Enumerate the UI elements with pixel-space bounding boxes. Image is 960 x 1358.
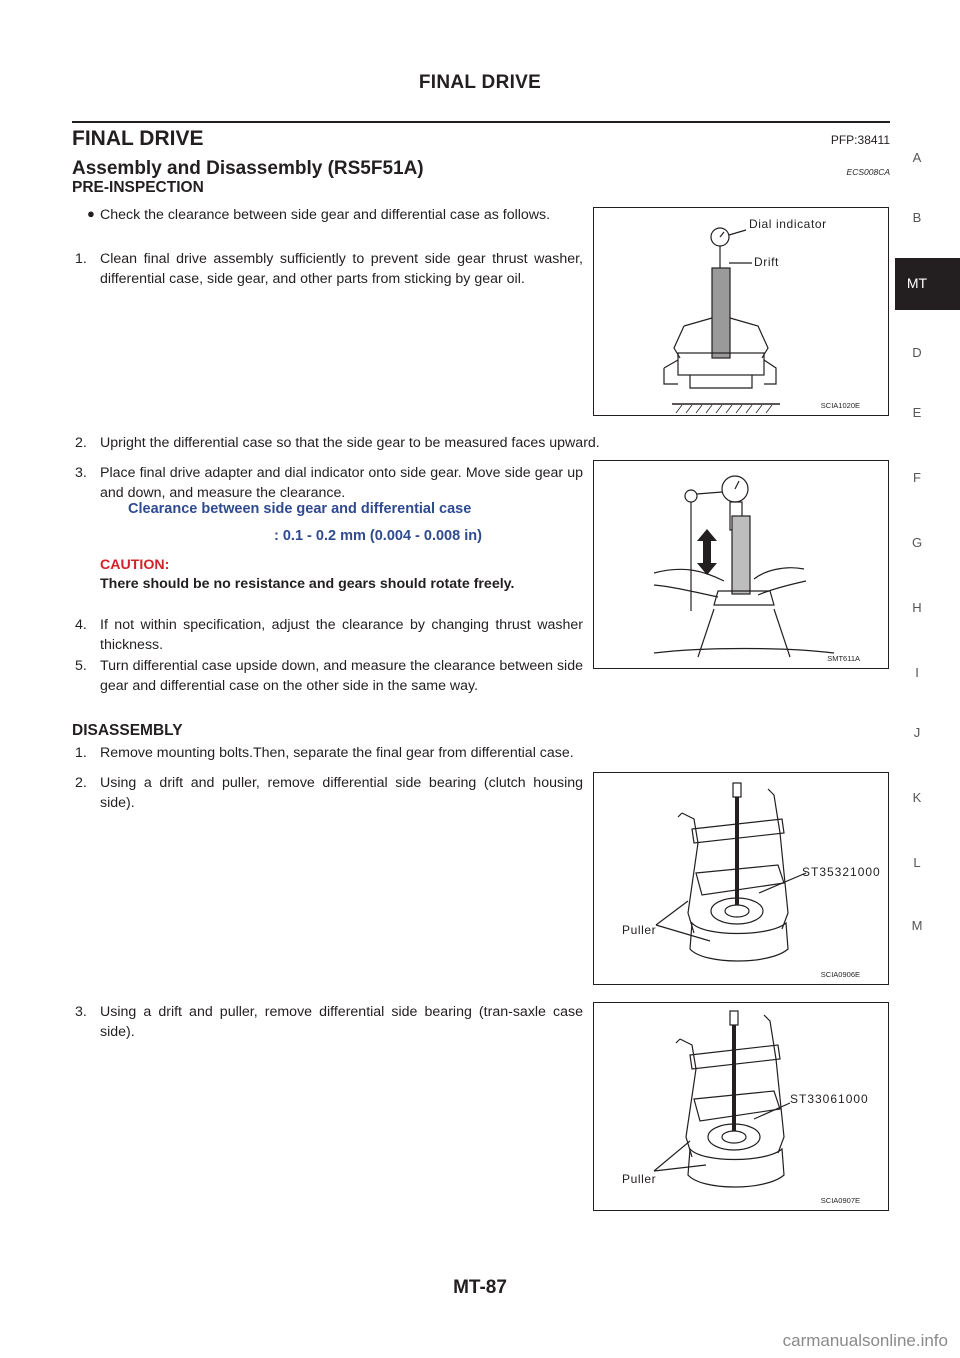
caution-text: There should be no resistance and gears should rotate freely.: [100, 576, 515, 592]
index-letter[interactable]: K: [912, 790, 922, 805]
step-item: 2. Upright the differential case so that the side gear to be measured faces upward.: [75, 435, 600, 451]
step-item: 5. Turn differential case upside down, and measure the clearance between side gear and differential case on the other side in the same way.: [75, 658, 583, 694]
step-item: 3. Place final drive adapter and dial indicator onto side gear. Move side gear up and down, and measure the clearance.: [75, 465, 583, 501]
callout-label: Puller: [622, 923, 657, 937]
index-letter[interactable]: B: [912, 210, 922, 225]
page-number: MT-87: [453, 1277, 507, 1298]
index-letter[interactable]: E: [912, 405, 922, 420]
spec-label: Clearance between side gear and differential case: [128, 501, 472, 517]
callout-label: ST35321000: [802, 865, 881, 879]
section-title: FINAL DRIVE: [72, 127, 204, 150]
callout-label: Dial indicator: [749, 217, 827, 231]
index-letter[interactable]: L: [913, 855, 921, 870]
bullet-item: ● Check the clearance between side gear and differential case as follows.: [87, 206, 551, 223]
active-section-tab[interactable]: [895, 258, 960, 310]
step-item: 1. Remove mounting bolts.Then, separate the final gear from differential case.: [75, 745, 574, 761]
dial-indicator-illustration: [594, 208, 890, 417]
active-section-label: MT: [906, 275, 928, 291]
index-letter[interactable]: J: [913, 725, 921, 740]
figure-code: SCIA0906E: [820, 970, 860, 979]
step-item: 3. Using a drift and puller, remove differential side bearing (tran-saxle case side).: [75, 1004, 583, 1040]
ecs-code: ECS008CA: [846, 167, 890, 177]
header-rule: [72, 121, 890, 123]
callout-label: Drift: [754, 255, 779, 269]
index-letter[interactable]: H: [912, 600, 922, 615]
pre-inspection-heading: PRE-INSPECTION: [72, 179, 204, 196]
index-letter[interactable]: M: [911, 918, 923, 933]
spec-value: : 0.1 - 0.2 mm (0.004 - 0.008 in): [274, 528, 482, 544]
figure-code: SMT611A: [827, 654, 860, 663]
clearance-measurement-illustration: [594, 461, 890, 670]
step-item: 1. Clean final drive assembly sufficiently to prevent side gear thrust washer, differential case, side gear, and other parts from sticking by gear oil.: [75, 251, 583, 287]
running-header: FINAL DRIVE: [418, 72, 542, 93]
caution-label: CAUTION:: [100, 557, 170, 573]
index-letter[interactable]: A: [912, 150, 922, 165]
callout-label: Puller: [622, 1172, 657, 1186]
puller-illustration: [594, 773, 890, 986]
figure-puller-transaxle-side: [593, 1002, 889, 1211]
figure-code: SCIA1020E: [820, 401, 860, 410]
index-letter[interactable]: G: [911, 535, 923, 550]
index-letter[interactable]: I: [915, 665, 919, 680]
figure-dial-indicator: [593, 207, 889, 416]
step-item: 4. If not within specification, adjust the clearance by changing thrust washer thickness.: [75, 617, 583, 653]
subsection-title: Assembly and Disassembly (RS5F51A): [72, 158, 424, 179]
disassembly-heading: DISASSEMBLY: [72, 722, 183, 739]
pfp-code: PFP:38411: [830, 133, 890, 147]
index-letter[interactable]: F: [913, 470, 921, 485]
watermark: carmanualsonline.info: [782, 1331, 948, 1350]
bullet-icon: ●: [87, 206, 95, 221]
index-letter[interactable]: D: [912, 345, 922, 360]
callout-label: ST33061000: [790, 1092, 869, 1106]
caution-block: [100, 556, 583, 594]
figure-measure-clearance: [593, 460, 889, 669]
figure-puller-clutch-side: [593, 772, 889, 985]
figure-code: SCIA0907E: [820, 1196, 860, 1205]
step-item: 2. Using a drift and puller, remove differential side bearing (clutch housing side).: [75, 775, 583, 811]
